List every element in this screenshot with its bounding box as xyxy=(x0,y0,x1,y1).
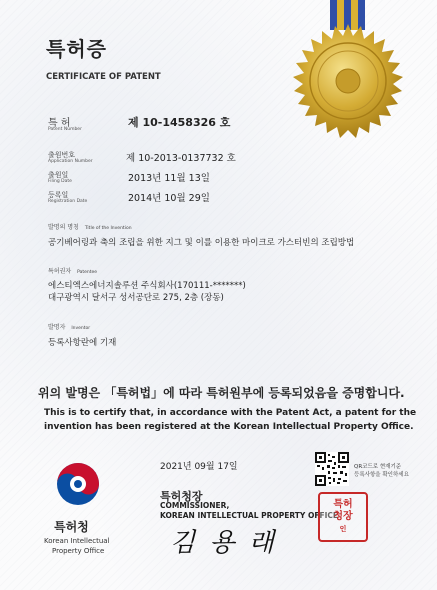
commissioner-title-en xyxy=(160,501,338,521)
kipo-name-ko: 특허청 xyxy=(54,520,89,534)
certification-statement-en: This is to certify that, in accordance with the Patent Act, a patent for the invention has been registered at the Korean Intellectual Property Office. xyxy=(44,408,417,432)
kipo-logo-icon xyxy=(56,462,100,506)
commissioner-title-en-2: KOREAN INTELLECTUAL PROPERTY OFFICE xyxy=(160,511,339,520)
kipo-name-en-2: Property Office xyxy=(52,547,105,555)
registration-date-value: 2014년 10월 29일 xyxy=(128,193,210,204)
patentee-address: 대구광역시 달서구 성서공단로 275, 2층 (장동) xyxy=(48,293,224,303)
patentee-name: 에스티엑스에너지솔루션 주식회사(170111-*******) xyxy=(48,281,246,291)
qr-note-line1: QR코드로 현재기준 xyxy=(354,464,402,470)
invention-label-ko: 발명의 명칭 xyxy=(48,224,79,231)
seal-line2: 청장 xyxy=(333,511,353,522)
commissioner-signature: 김 용 래 xyxy=(170,528,277,558)
invention-label-en: Title of the Invention xyxy=(84,226,132,231)
filing-date-label: 출원일 xyxy=(48,171,69,179)
gold-seal-icon xyxy=(289,22,407,140)
qr-code-icon xyxy=(315,452,349,486)
seal-line1: 특허 xyxy=(333,499,353,510)
seal-line3: 인 xyxy=(339,525,347,533)
invention-label xyxy=(48,222,132,231)
patentee-label-ko: 특허권자 xyxy=(48,268,72,275)
certificate-title: 특허증 xyxy=(46,37,107,61)
inventor-value: 등록사항란에 기재 xyxy=(48,338,117,348)
application-number-value: 제 10-2013-0137732 호 xyxy=(126,153,236,164)
kipo-name-en-1: Korean Intellectual xyxy=(44,537,110,545)
invention-title: 공기베어링과 축의 조립을 위한 지그 및 이를 이용한 마이크로 가스터빈의 조립방법 xyxy=(48,238,355,248)
application-number-label: 출원번호 xyxy=(48,151,76,159)
filing-date-sublabel: Filing Date xyxy=(48,179,72,184)
commissioner-title-ko: 특허청장 xyxy=(160,490,203,503)
filing-date-value: 2013년 11월 13일 xyxy=(128,173,210,184)
inventor-label-en: Inventor xyxy=(71,326,91,331)
inventor-label xyxy=(48,322,90,331)
certification-statement-ko: 위의 발명은 「특허법」에 따라 특허원부에 등록되었음을 증명합니다. xyxy=(38,386,405,400)
application-number-sublabel: Application Number xyxy=(48,159,93,164)
registration-date-label: 등록일 xyxy=(48,191,69,199)
certificate-subtitle: CERTIFICATE OF PATENT xyxy=(46,72,161,82)
registration-date-sublabel: Registration Date xyxy=(48,199,88,204)
patent-number-label: 특 허 xyxy=(48,118,71,129)
commissioner-title-en-1: COMMISSIONER, xyxy=(160,501,230,510)
qr-note-line2: 등록사항을 확인하세요 xyxy=(354,472,409,478)
patentee-label-en: Patentee xyxy=(77,270,98,275)
patentee-label xyxy=(48,266,97,275)
patent-number-value: 제 10-1458326 호 xyxy=(128,116,231,129)
official-seal-stamp xyxy=(318,492,368,542)
inventor-label-ko: 발명자 xyxy=(48,324,66,331)
issue-date: 2021년 09월 17일 xyxy=(160,462,238,472)
patent-number-sublabel: Patent Number xyxy=(48,127,82,132)
